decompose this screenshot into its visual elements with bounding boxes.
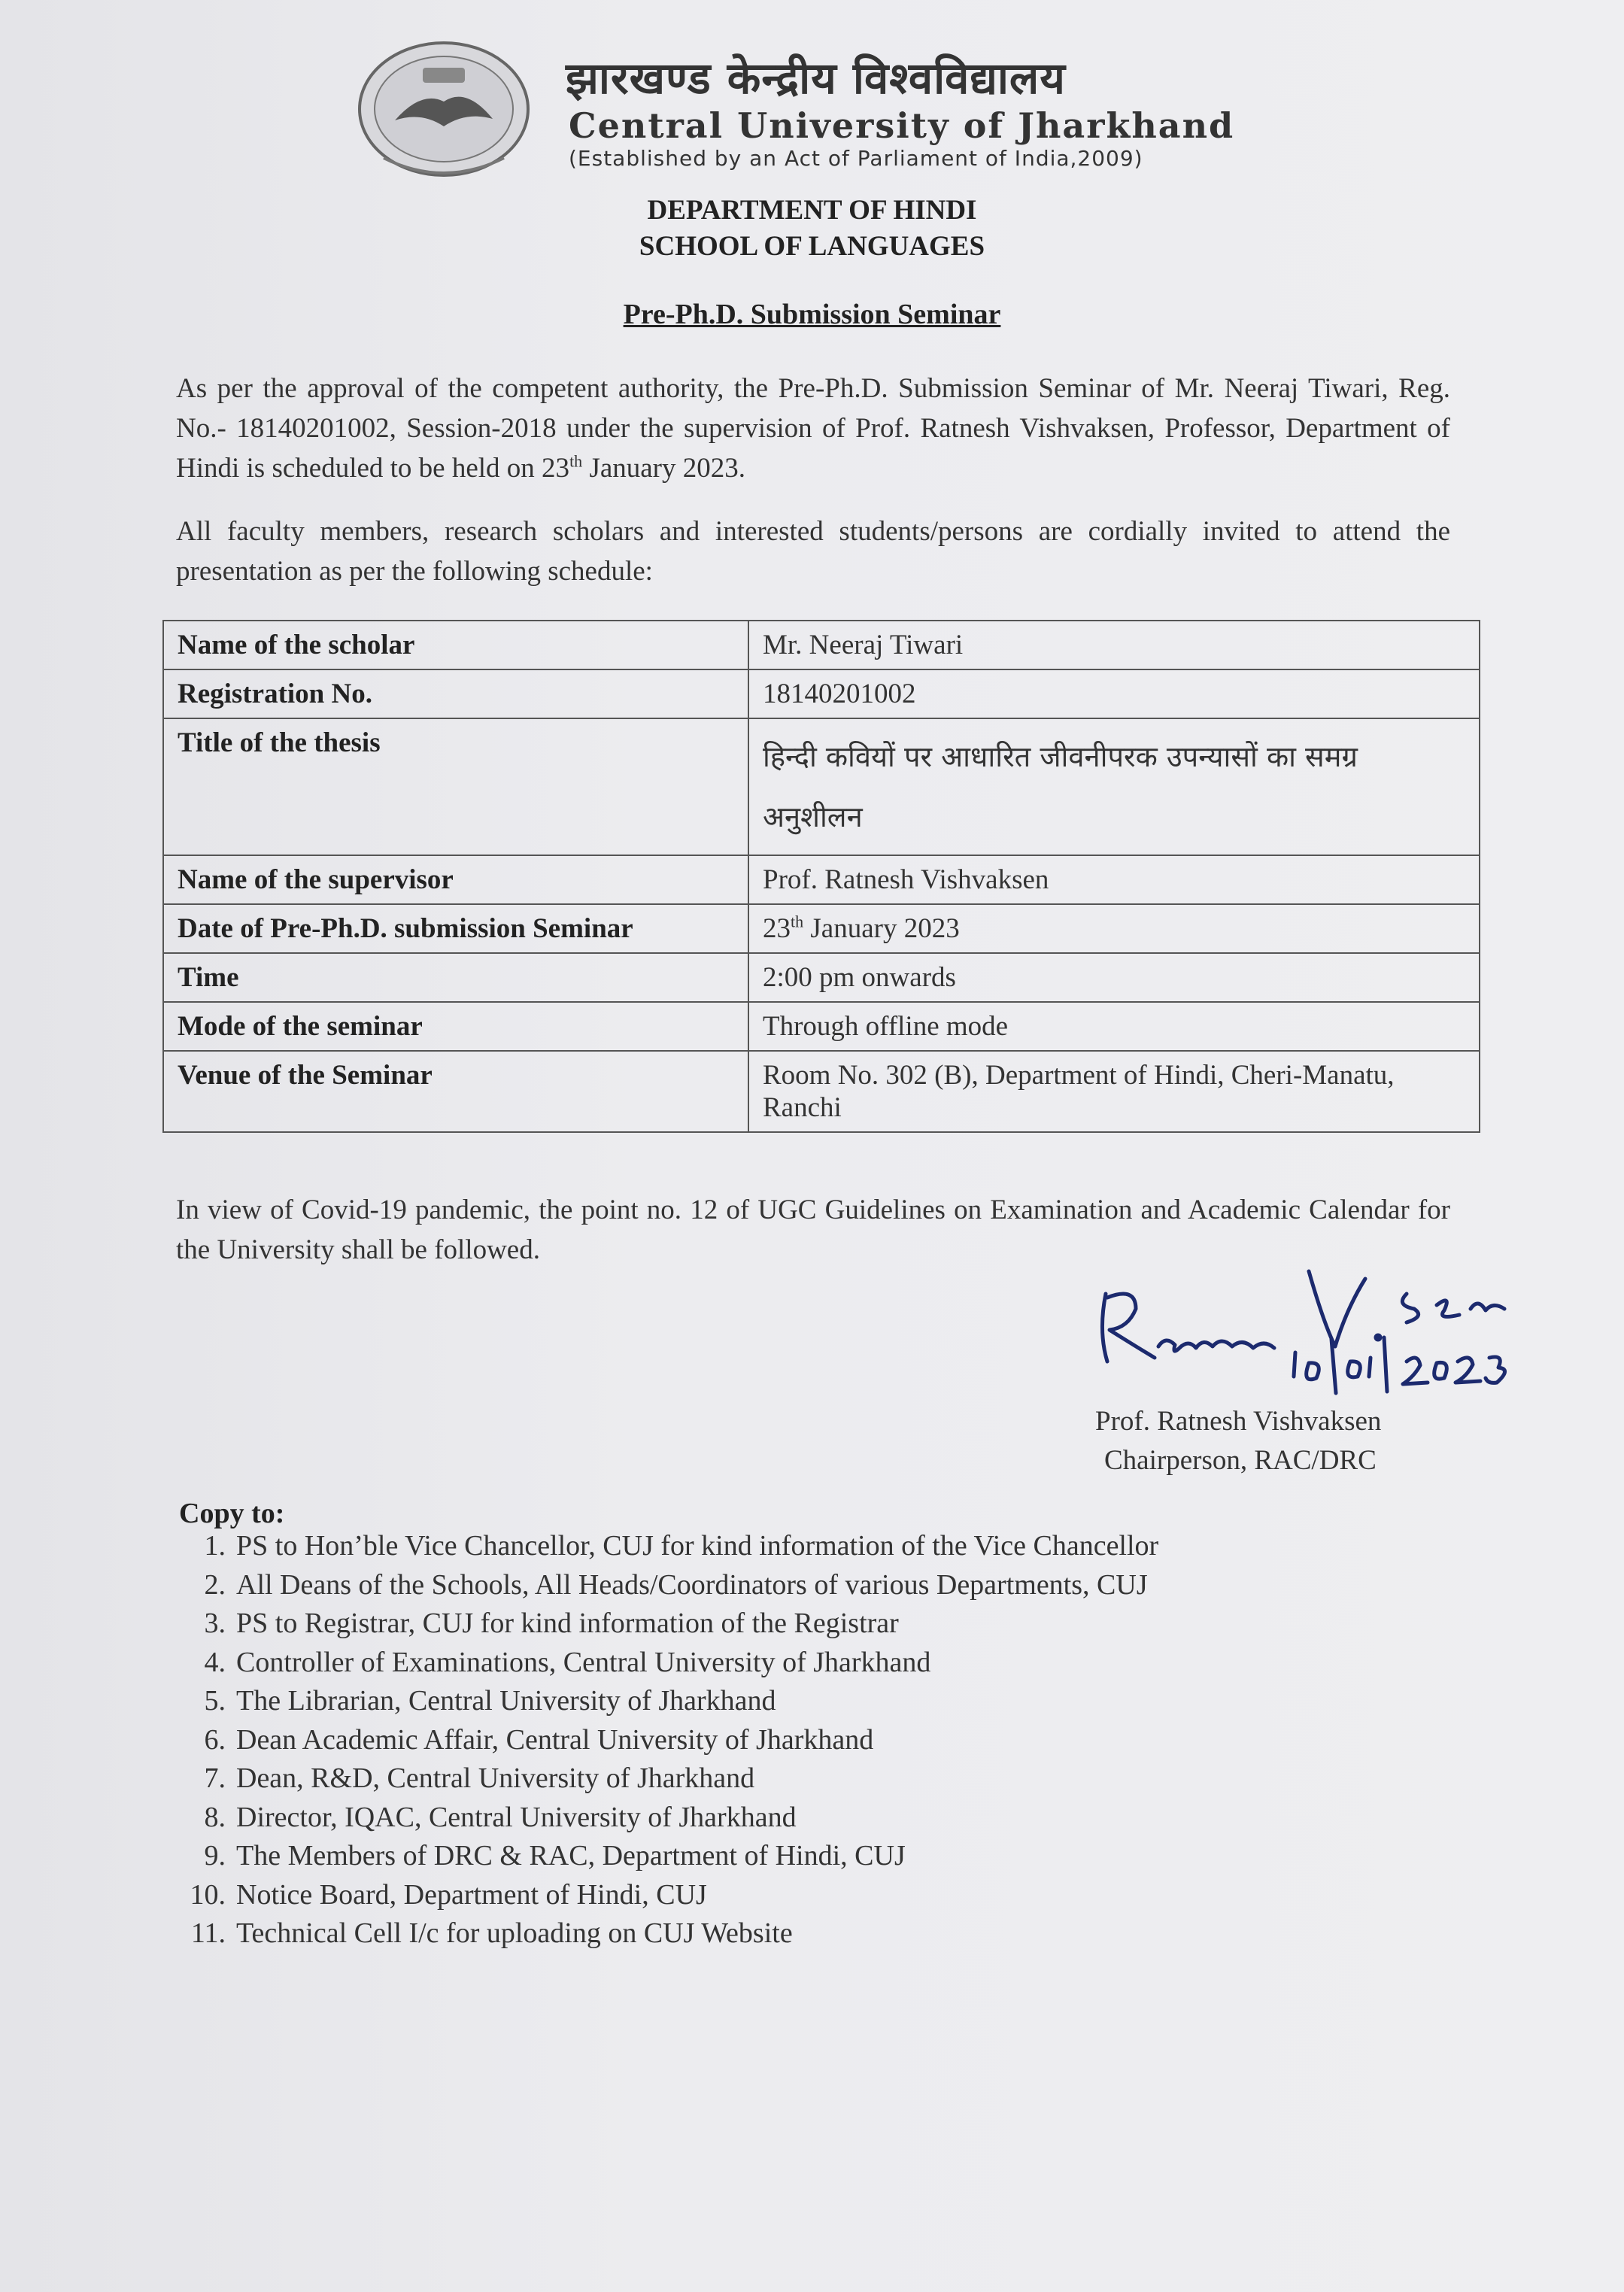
row-value: Room No. 302 (B), Department of Hindi, Cheri-Manatu, Ranchi: [748, 1051, 1480, 1132]
list-item: 5. The Librarian, Central University of Jharkhand: [204, 1685, 776, 1717]
signatory-title: Chairperson, RAC/DRC: [1104, 1445, 1377, 1476]
list-item: 4. Controller of Examinations, Central University of Jharkhand: [204, 1646, 931, 1678]
department-name: DEPARTMENT OF HINDI: [647, 195, 977, 226]
row-value: 18140201002: [748, 669, 1480, 718]
list-item: 3. PS to Registrar, CUJ for kind information of the Registrar: [204, 1607, 899, 1639]
table-row: [163, 718, 1480, 855]
university-name-hindi: झारखण्ड केन्द्रीय विश्वविद्यालय: [566, 53, 1066, 104]
list-item: 10. Notice Board, Department of Hindi, CUJ: [190, 1878, 707, 1911]
handwritten-signature-icon: [1083, 1264, 1550, 1399]
row-label: Time: [163, 953, 748, 1002]
list-item: 9. The Members of DRC & RAC, Department of Hindi, CUJ: [204, 1840, 906, 1872]
row-label: Venue of the Seminar: [163, 1051, 748, 1132]
invitation-paragraph: All faculty members, research scholars and interested students/persons are cordially invited to attend the presentation as per the following schedule:: [176, 516, 1450, 587]
establishment-note: (Established by an Act of Parliament of India,2009): [569, 146, 1143, 171]
copy-to-label: Copy to:: [179, 1498, 285, 1529]
list-item: 11. Technical Cell I/c for uploading on CUJ Website: [190, 1917, 793, 1949]
list-item: 7. Dean, R&D, Central University of Jharkhand: [204, 1762, 755, 1794]
signatory-name: Prof. Ratnesh Vishvaksen: [1095, 1406, 1382, 1437]
row-value: Through offline mode: [748, 1002, 1480, 1051]
notice-title: Pre-Ph.D. Submission Seminar: [623, 299, 1001, 330]
copy-to-list: [179, 1527, 1158, 1954]
row-value: Prof. Ratnesh Vishvaksen: [748, 855, 1480, 904]
table-row: [163, 855, 1480, 904]
row-label: Registration No.: [163, 669, 748, 718]
university-name-english: Central University of Jharkhand: [569, 105, 1235, 146]
row-value: हिन्दी कवियों पर आधारित जीवनीपरक उपन्यासों का समग्र अनुशीलन: [748, 718, 1480, 855]
table-row: [163, 621, 1480, 669]
table-row: [163, 1002, 1480, 1051]
table-row: [163, 1051, 1480, 1132]
row-value: 23th January 2023: [748, 904, 1480, 953]
table-row: [163, 669, 1480, 718]
row-value: Mr. Neeraj Tiwari: [748, 621, 1480, 669]
covid-guidelines-paragraph: In view of Covid-19 pandemic, the point no. 12 of UGC Guidelines on Examination and Academic Calendar for the University shall be followed.: [176, 1195, 1450, 1265]
row-value: 2:00 pm onwards: [748, 953, 1480, 1002]
table-row: [163, 904, 1480, 953]
university-logo-icon: [354, 38, 534, 188]
row-label: Name of the supervisor: [163, 855, 748, 904]
row-label: Name of the scholar: [163, 621, 748, 669]
list-item: 2. All Deans of the Schools, All Heads/Coordinators of various Departments, CUJ: [204, 1568, 1148, 1601]
row-label: Mode of the seminar: [163, 1002, 748, 1051]
approval-paragraph: As per the approval of the competent authority, the Pre-Ph.D. Submission Seminar of Mr. Neeraj Tiwari, Reg. No.- 18140201002, Session-2018 under the supervision of Prof. Ratnesh Vishvaksen, Professor, Department of Hindi is scheduled to be held on 23th January 2023.: [176, 373, 1450, 484]
list-item: 8. Director, IQAC, Central University of Jharkhand: [204, 1801, 797, 1833]
table-row: [163, 953, 1480, 1002]
row-label: Date of Pre-Ph.D. submission Seminar: [163, 904, 748, 953]
row-label: Title of the thesis: [163, 718, 748, 855]
list-item: 6. Dean Academic Affair, Central University of Jharkhand: [204, 1723, 874, 1756]
school-name: SCHOOL OF LANGUAGES: [639, 231, 985, 262]
list-item: 1. PS to Hon’ble Vice Chancellor, CUJ for kind information of the Vice Chancellor: [204, 1530, 1159, 1562]
schedule-table: [162, 620, 1480, 1133]
